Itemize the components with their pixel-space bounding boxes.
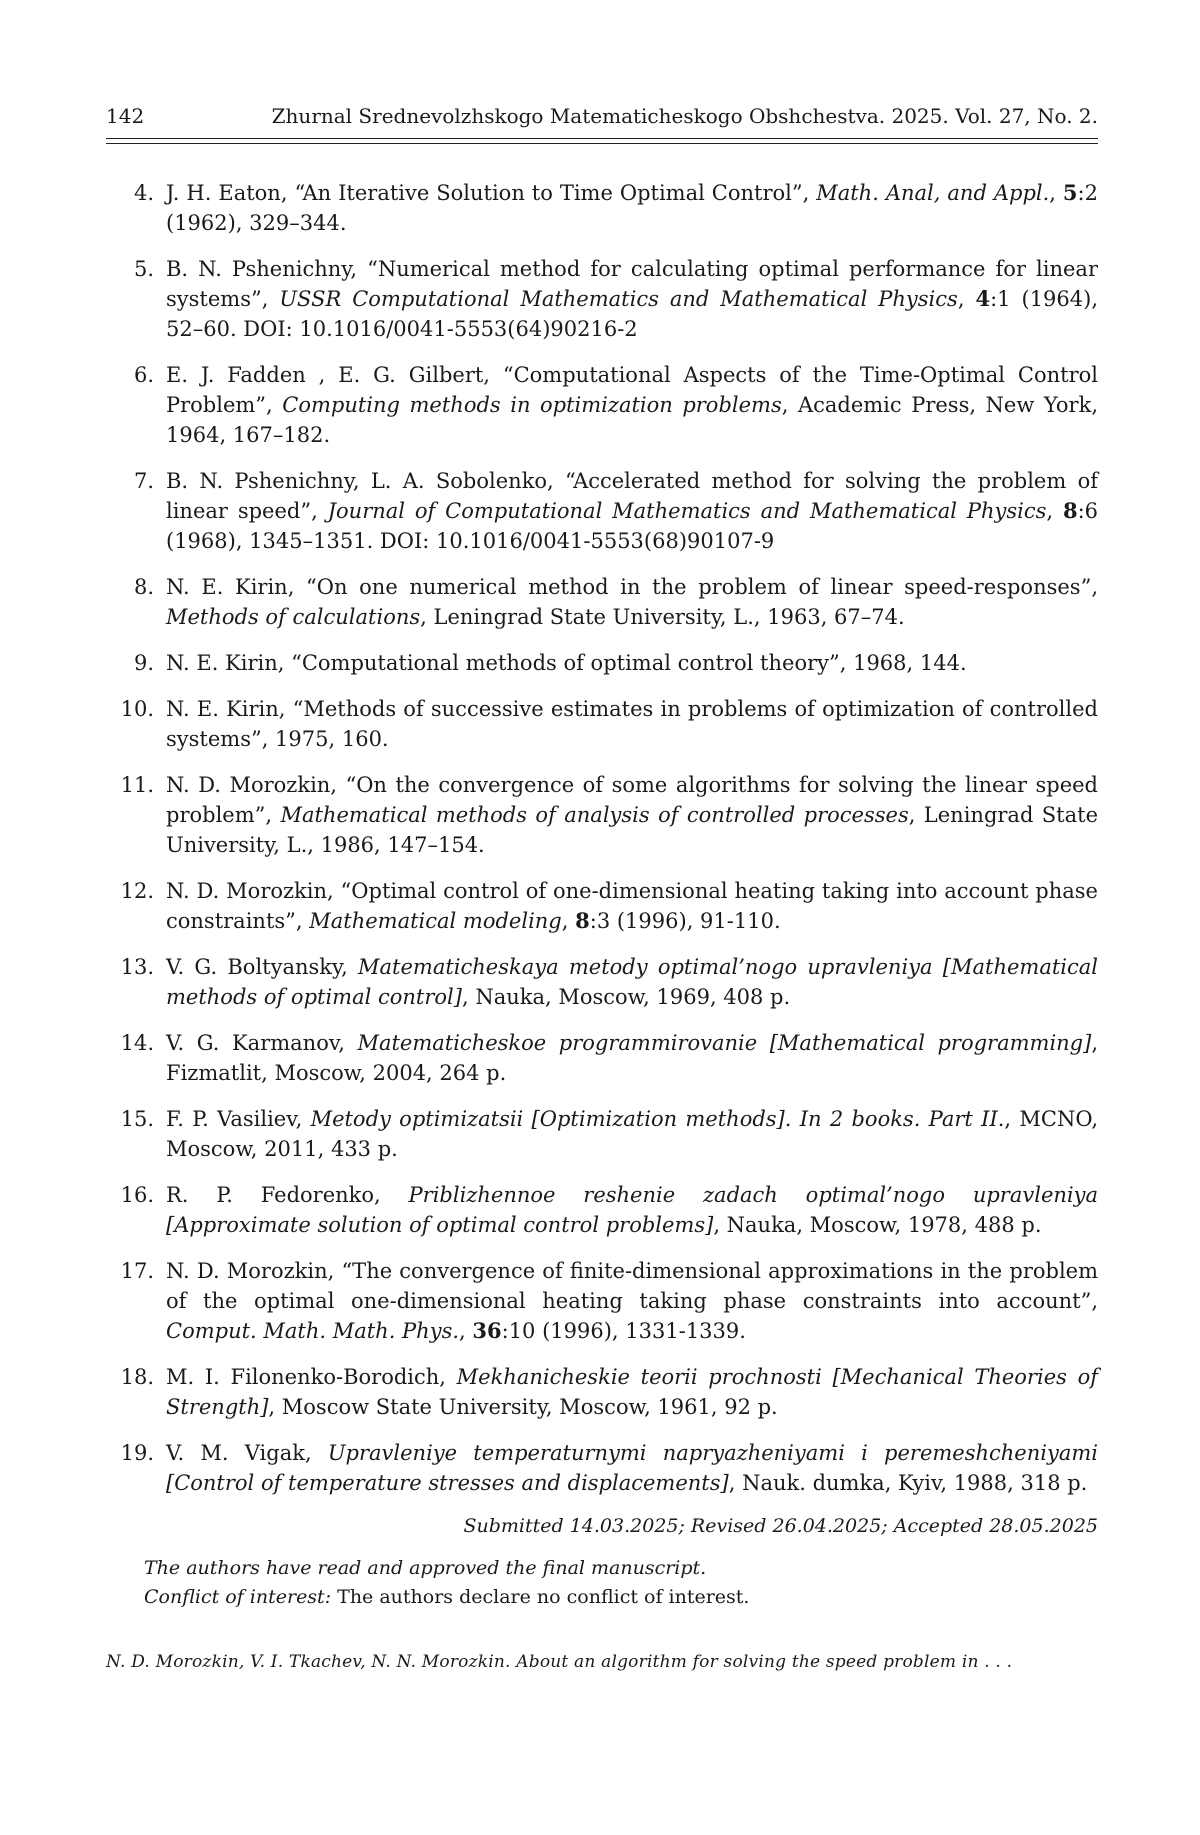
- page-number: 142: [106, 104, 145, 128]
- reference-title: Computing methods in optimization problems: [282, 393, 782, 417]
- reference-item: [106, 1028, 1098, 1088]
- reference-fragment: :1 (1964), 52–60. DOI: 10.1016/0041-5553(64)90216-2: [166, 287, 1099, 341]
- reference-fragment: :2 (1962), 329–344.: [166, 181, 1098, 235]
- reference-fragment: F. P. Vasiliev,: [166, 1107, 311, 1131]
- reference-fragment: , Nauka, Moscow, 1978, 488 p.: [713, 1213, 1042, 1237]
- reference-volume: 8: [575, 908, 590, 933]
- reference-fragment: , Leningrad State University, L., 1963, 67–74.: [420, 605, 905, 629]
- reference-title: Upravleniye temperaturnymi napryazheniyami i peremeshcheniyami [Control of temperature stresses and displacements]: [166, 1441, 1098, 1495]
- reference-item: [106, 1256, 1098, 1346]
- reference-text: [166, 466, 1098, 556]
- reference-fragment: B. N. Pshenichny, L. A. Sobolenko, “Accelerated method for solving the problem of linear speed”,: [166, 469, 1098, 523]
- reference-text: [166, 254, 1098, 344]
- running-footer: N. D. Morozkin, V. I. Tkachev, N. N. Morozkin. About an algorithm for solving the speed problem in . . .: [106, 1652, 1013, 1672]
- reference-number: 16.: [120, 1183, 154, 1207]
- reference-fragment: M. I. Filonenko-Borodich,: [166, 1365, 457, 1389]
- reference-fragment: :3 (1996), 91-110.: [589, 909, 781, 933]
- reference-number: 13.: [120, 955, 154, 979]
- reference-title: Mathematical methods of analysis of controlled processes: [280, 803, 909, 827]
- reference-number: 19.: [120, 1441, 154, 1465]
- reference-title: Mekhanicheskie teorii prochnosti [Mechanical Theories of Strength]: [166, 1365, 1098, 1419]
- reference-number: 18.: [120, 1365, 154, 1389]
- reference-number: 14.: [120, 1031, 154, 1055]
- reference-number: 7.: [133, 469, 154, 493]
- reference-item: [106, 876, 1098, 936]
- reference-list: [106, 178, 1098, 1514]
- reference-fragment: N. E. Kirin, “On one numerical method in the problem of linear speed-responses”,: [166, 575, 1098, 599]
- reference-fragment: N. D. Morozkin, “The convergence of finite-dimensional approximations in the problem of the optimal one-dimensional heating taking phase constraints into account”,: [166, 1259, 1098, 1313]
- reference-fragment: N. D. Morozkin, “Optimal control of one-dimensional heating taking into account phase constraints”,: [166, 879, 1098, 933]
- reference-text: [166, 1256, 1098, 1346]
- reference-fragment: ,: [1046, 499, 1063, 523]
- reference-item: [106, 178, 1098, 238]
- conflict-label: Conflict of interest:: [144, 1586, 332, 1608]
- reference-number: 11.: [120, 773, 154, 797]
- reference-number: 17.: [120, 1259, 154, 1283]
- reference-item: [106, 694, 1098, 754]
- reference-item: [106, 1104, 1098, 1164]
- reference-fragment: N. E. Kirin, “Computational methods of optimal control theory”, 1968, 144.: [166, 651, 967, 675]
- reference-fragment: , Nauka, Moscow, 1969, 408 p.: [461, 985, 791, 1009]
- reference-fragment: , MCNO, Moscow, 2011, 433 p.: [166, 1107, 1098, 1161]
- reference-number: 8.: [133, 575, 154, 599]
- reference-item: [106, 1438, 1098, 1498]
- header-rule-thin: [106, 143, 1098, 144]
- reference-number: 15.: [120, 1107, 154, 1131]
- reference-title: Math. Anal, and Appl.: [816, 181, 1050, 205]
- reference-fragment: :10 (1996), 1331-1339.: [501, 1319, 746, 1343]
- reference-text: [166, 178, 1098, 238]
- reference-title: Priblizhennoe reshenie zadach optimal’nogo upravleniya [Approximate solution of optimal control problems]: [166, 1183, 1098, 1237]
- reference-item: [106, 770, 1098, 860]
- reference-text: [166, 1362, 1098, 1422]
- reference-fragment: , Leningrad State University, L., 1986, 147–154.: [166, 803, 1098, 857]
- reference-fragment: ,: [561, 909, 576, 933]
- reference-item: [106, 572, 1098, 632]
- reference-item: [106, 466, 1098, 556]
- reference-item: [106, 1362, 1098, 1422]
- reference-text: [166, 1028, 1098, 1088]
- reference-item: [106, 254, 1098, 344]
- reference-text: [166, 952, 1098, 1012]
- reference-item: [106, 360, 1098, 450]
- reference-text: [166, 770, 1098, 860]
- reference-fragment: ,: [957, 287, 976, 311]
- reference-item: [106, 648, 1098, 678]
- reference-fragment: E. J. Fadden , E. G. Gilbert, “Computational Aspects of the Time-Optimal Control Problem”,: [166, 363, 1098, 417]
- reference-number: 4.: [133, 181, 154, 205]
- reference-text: [166, 360, 1098, 450]
- approval-statement: The authors have read and approved the final manuscript.: [144, 1557, 707, 1579]
- reference-number: 6.: [133, 363, 154, 387]
- reference-fragment: , Fizmatlit, Moscow, 2004, 264 p.: [166, 1031, 1099, 1085]
- reference-text: [166, 694, 1098, 754]
- reference-text: [166, 572, 1098, 632]
- reference-item: [106, 952, 1098, 1012]
- reference-title: Journal of Computational Mathematics and Mathematical Physics: [327, 499, 1047, 523]
- reference-fragment: B. N. Pshenichny, “Numerical method for calculating optimal performance for linear systems”,: [166, 257, 1098, 311]
- reference-number: 5.: [133, 257, 154, 281]
- reference-fragment: , Moscow State University, Moscow, 1961, 92 p.: [268, 1395, 778, 1419]
- header-rule-thick: [106, 138, 1098, 139]
- reference-title: Methods of calculations: [166, 605, 421, 629]
- reference-text: [166, 1104, 1098, 1164]
- reference-fragment: , Academic Press, New York, 1964, 167–182.: [166, 393, 1098, 447]
- conflict-text: The authors declare no conflict of interest.: [331, 1586, 750, 1608]
- reference-volume: 36: [472, 1318, 502, 1343]
- reference-fragment: ,: [459, 1319, 473, 1343]
- reference-fragment: V. G. Karmanov,: [166, 1031, 358, 1055]
- reference-fragment: , Nauk. dumka, Kyiv, 1988, 318 p.: [728, 1471, 1088, 1495]
- reference-number: 9.: [133, 651, 154, 675]
- submission-dates: Submitted 14.03.2025; Revised 26.04.2025; Accepted 28.05.2025: [463, 1515, 1098, 1537]
- running-head: [106, 104, 1098, 128]
- reference-fragment: V. G. Boltyansky,: [166, 955, 359, 979]
- reference-volume: 5: [1062, 180, 1078, 205]
- reference-fragment: R. P. Fedorenko,: [166, 1183, 409, 1207]
- reference-text: [166, 1180, 1098, 1240]
- reference-item: [106, 1180, 1098, 1240]
- reference-fragment: :6 (1968), 1345–1351. DOI: 10.1016/0041-5553(68)90107-9: [166, 499, 1098, 553]
- reference-title: Mathematical modeling: [309, 909, 562, 933]
- reference-text: [166, 1438, 1098, 1498]
- reference-fragment: ,: [1049, 181, 1063, 205]
- journal-title: Zhurnal Srednevolzhskogo Matematicheskogo Obshchestva. 2025. Vol. 27, No. 2.: [271, 104, 1098, 128]
- reference-title: Matematicheskoe programmirovanie [Mathematical programming]: [357, 1031, 1092, 1055]
- reference-fragment: N. E. Kirin, “Methods of successive estimates in problems of optimization of controlled systems”, 1975, 160.: [166, 697, 1098, 751]
- reference-text: [166, 648, 1098, 678]
- reference-fragment: V. M. Vigak,: [166, 1441, 328, 1465]
- reference-fragment: J. H. Eaton, “An Iterative Solution to Time Optimal Control”,: [166, 181, 817, 205]
- reference-number: 12.: [120, 879, 154, 903]
- reference-text: [166, 876, 1098, 936]
- conflict-statement: [144, 1586, 749, 1608]
- reference-volume: 8: [1062, 498, 1078, 523]
- reference-volume: 4: [975, 286, 991, 311]
- reference-title: Matematicheskaya metody optimal’nogo upravleniya [Mathematical methods of optimal control]: [166, 955, 1099, 1009]
- reference-title: Metody optimizatsii [Optimization methods]. In 2 books. Part II.: [310, 1107, 1005, 1131]
- reference-number: 10.: [120, 697, 154, 721]
- reference-fragment: N. D. Morozkin, “On the convergence of some algorithms for solving the linear speed problem”,: [166, 773, 1098, 827]
- reference-title: USSR Computational Mathematics and Mathematical Physics: [279, 287, 958, 311]
- reference-title: Comput. Math. Math. Phys.: [166, 1319, 460, 1343]
